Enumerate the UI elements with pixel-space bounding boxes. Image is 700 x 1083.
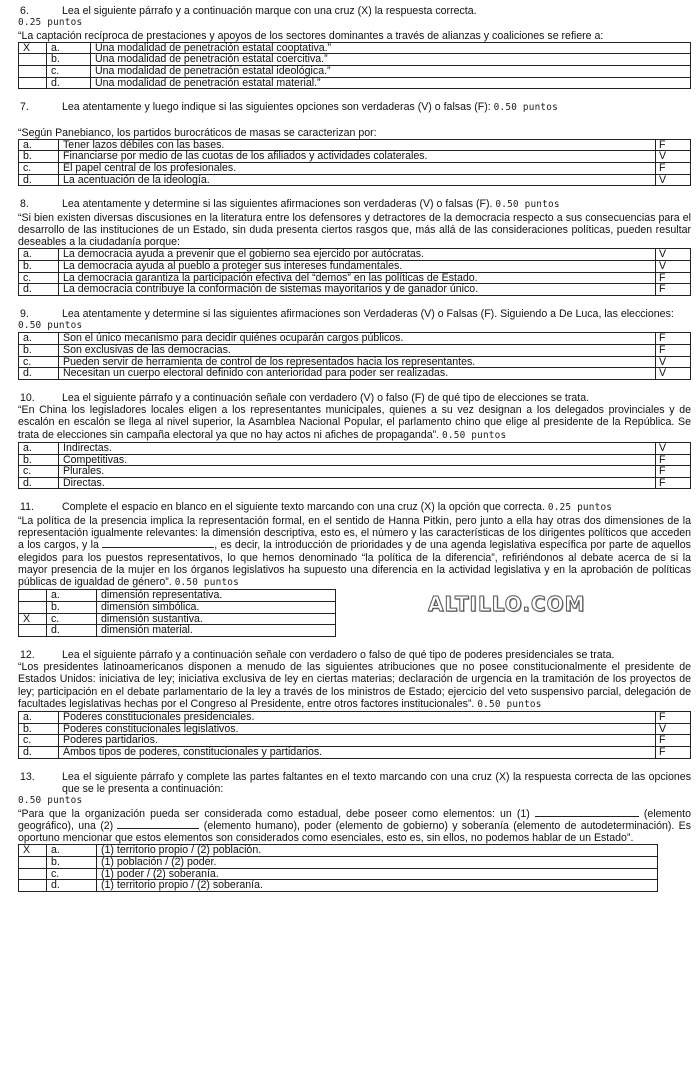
- options-table: [18, 42, 691, 89]
- question-8: [18, 198, 691, 296]
- question-prompt: Lea el siguiente párrafo y a continuación marque con una cruz (X) la respuesta correcta.: [62, 5, 477, 17]
- option-answer[interactable]: V: [656, 723, 691, 735]
- question-quote-end: (elemento humano), poder (elemento de gobierno) y soberanía (elemento de autodeterminación). Es oportuno mencionar que estos elementos son considerados como esenciales, esto es, sin ellos, no podemos hablar de un Estado”.: [18, 819, 692, 845]
- option-letter: c.: [47, 66, 91, 78]
- option-answer[interactable]: F: [656, 466, 691, 478]
- option-row[interactable]: [19, 613, 336, 625]
- question-6: [18, 5, 691, 89]
- option-row: [19, 139, 691, 151]
- question-prompt: Complete el espacio en blanco en el siguiente texto marcando con una cruz (X) la opción que correcta.: [62, 501, 545, 514]
- option-answer[interactable]: V: [656, 356, 691, 368]
- option-answer[interactable]: F: [656, 139, 691, 151]
- option-mark[interactable]: X: [19, 845, 47, 857]
- option-letter: b.: [47, 602, 97, 614]
- option-answer[interactable]: F: [656, 272, 691, 284]
- option-text: Una modalidad de penetración estatal coercitiva.”: [91, 54, 691, 66]
- fill-blank-1[interactable]: [535, 808, 639, 817]
- option-letter: a.: [47, 845, 97, 857]
- option-text: Son el único mecanismo para decidir quiénes ocuparán cargos públicos.: [59, 333, 656, 345]
- fill-blank-2[interactable]: [117, 820, 199, 829]
- option-letter: c.: [19, 356, 59, 368]
- points-label: 0.50 puntos: [477, 698, 542, 710]
- question-quote: “Para que la organización pueda ser considerada como estadual, debe poseer como elementos: un (1): [18, 807, 530, 820]
- points-label: 0.50 puntos: [442, 429, 507, 441]
- option-row: [19, 712, 691, 724]
- option-answer[interactable]: V: [656, 151, 691, 163]
- option-letter: b.: [19, 454, 59, 466]
- option-text: Son exclusivas de las democracias.: [59, 344, 656, 356]
- option-mark[interactable]: [19, 602, 47, 614]
- option-mark[interactable]: [19, 66, 47, 78]
- option-row[interactable]: [19, 868, 658, 880]
- question-quote: “Los presidentes latinoamericanos disponen a menudo de las siguientes atribuciones que no posee constitucionalmente el presidente de Estados Unidos: iniciativa de ley; iniciativa exclusiva de ley en ciertas materias; declaración de urgencia en la tramitación de los proyectos de ley; participación en el debate parlamentario de la ley a través de los ministros de Estado; ejercicio del veto suspensivo parcial, delegación de facultades legislativas hechas por el Congreso al Presidente, entre otros factores institucionales”.: [18, 661, 691, 710]
- question-number: 8.: [20, 198, 29, 211]
- option-letter: d.: [19, 747, 59, 759]
- question-10: [18, 392, 691, 490]
- option-row[interactable]: [19, 66, 691, 78]
- option-letter: a.: [19, 139, 59, 151]
- points-label: 0.25 puntos: [18, 17, 83, 29]
- option-letter: c.: [19, 272, 59, 284]
- option-mark[interactable]: X: [19, 42, 47, 54]
- question-prompt: Lea atentamente y luego indique si las siguientes opciones son verdaderas (V) o falsas (F):: [62, 101, 491, 114]
- option-letter: c.: [19, 735, 59, 747]
- option-answer[interactable]: V: [656, 442, 691, 454]
- option-text: (1) población / (2) poder.: [97, 857, 658, 869]
- question-number: 7.: [20, 101, 29, 114]
- option-text: dimensión representativa.: [97, 590, 336, 602]
- option-row[interactable]: [19, 590, 336, 602]
- points-label: 0.50 puntos: [493, 102, 558, 114]
- question-quote: “En China los legisladores locales eligen a los representantes municipales, quienes a su vez designan a los delegados provinciales y de escalón en escalón se llega al nivel superior, la Asamblea Nacional Popular, el parlamento chino que elige al presidente de la República. Se trata de elecciones sin campaña electoral ya que no hay actos ni afiches de propaganda”.: [18, 404, 691, 441]
- option-mark[interactable]: [19, 625, 47, 637]
- question-11: [18, 501, 691, 636]
- option-answer[interactable]: V: [656, 249, 691, 261]
- question-number: 11.: [20, 501, 34, 514]
- points-label: 0.50 puntos: [174, 577, 239, 589]
- question-number: 13.: [20, 770, 35, 783]
- option-mark[interactable]: [19, 857, 47, 869]
- option-row: [19, 333, 691, 345]
- option-letter: d.: [19, 368, 59, 380]
- option-text: Financiarse por medio de las cuotas de los afiliados y actividades colaterales.: [59, 151, 656, 163]
- option-letter: b.: [19, 344, 59, 356]
- question-prompt: Lea atentamente y determine si las siguientes afirmaciones son verdaderas (V) o falsas (F).: [62, 198, 493, 211]
- option-text: Una modalidad de penetración estatal cooptativa.”: [91, 42, 691, 54]
- question-quote: “La captación recíproca de prestaciones y apoyos de los sectores dominantes a través de alianzas y coaliciones se refiere a:: [18, 29, 604, 42]
- option-text: Plurales.: [59, 466, 656, 478]
- option-letter: d.: [47, 880, 97, 892]
- option-row: [19, 272, 691, 284]
- options-table: [18, 248, 691, 295]
- option-text: (1) territorio propio / (2) población.: [97, 845, 658, 857]
- option-row: [19, 723, 691, 735]
- option-text: dimensión simbólica.: [97, 602, 336, 614]
- option-answer[interactable]: F: [656, 284, 691, 296]
- option-letter: b.: [19, 151, 59, 163]
- option-text: Poderes constitucionales presidenciales.: [59, 712, 656, 724]
- option-answer[interactable]: V: [656, 261, 691, 273]
- option-answer[interactable]: F: [656, 163, 691, 175]
- question-quote: “Si bien existen diversas discusiones en la literatura entre los defensores y detractores de la democracia respecto a sus consecuencias para el desarrollo de las instituciones de un Estado, sin duda presenta ciertos rasgos que, más allá de las consideraciones políticas, pueden resultar deseables a la ciudadanía porque:: [18, 211, 691, 249]
- option-text: Competitivas.: [59, 454, 656, 466]
- option-letter: d.: [19, 174, 59, 186]
- option-text: Una modalidad de penetración estatal material.”: [91, 77, 691, 89]
- option-text: La democracia garantiza la participación efectiva del “demos” en las políticas de Estado.: [59, 272, 656, 284]
- option-letter: b.: [19, 261, 59, 273]
- question-number: 9.: [20, 307, 29, 320]
- option-row: [19, 174, 691, 186]
- option-row: [19, 284, 691, 296]
- option-row: [19, 442, 691, 454]
- question-9: [18, 308, 691, 380]
- watermark-logo: ALTILLO.COM: [428, 592, 586, 617]
- option-letter: c.: [47, 613, 97, 625]
- option-text: dimensión sustantiva.: [97, 613, 336, 625]
- option-letter: a.: [19, 249, 59, 261]
- points-label: 0.50 puntos: [18, 320, 83, 332]
- option-letter: a.: [19, 442, 59, 454]
- option-mark[interactable]: [19, 77, 47, 89]
- question-quote-cont: (elemento geográfico), una (2): [18, 807, 692, 832]
- question-quote: “Según Panebianco, los partidos burocráticos de masas se caracterizan por:: [18, 126, 377, 139]
- option-row: [19, 344, 691, 356]
- option-text: Indirectas.: [59, 442, 656, 454]
- question-prompt: Lea el siguiente párrafo y a continuación señale con verdadero o falso de qué tipo de poderes presidenciales se trata.: [62, 648, 615, 661]
- options-table: [18, 332, 691, 379]
- option-answer[interactable]: F: [656, 747, 691, 759]
- option-answer[interactable]: V: [656, 368, 691, 380]
- option-row: [19, 151, 691, 163]
- question-number: 6.: [20, 5, 29, 17]
- points-label: 0.25 puntos: [547, 502, 613, 514]
- option-mark[interactable]: X: [19, 613, 47, 625]
- question-quote-cont: , es decir, la introducción de prioridades y de una agenda legislativa específica por parte de aquellos elegidos para los puestos representativos, lo que hemos denominado “la política de la diferencia”, refiriéndonos al debate acerca de si la mayor presencia de la mujer en los órganos legislativos ha supuesto una diferencia en la actividad legislativa y en la aprobación de políticas públicas de igualdad de género”.: [18, 539, 691, 589]
- points-label: 0.50 puntos: [18, 795, 83, 807]
- option-answer[interactable]: F: [656, 477, 691, 489]
- option-letter: a.: [47, 42, 91, 54]
- option-mark[interactable]: [19, 868, 47, 880]
- option-text: (1) poder / (2) soberanía.: [97, 868, 658, 880]
- question-prompt: Lea el siguiente párrafo y a continuación señale con verdadero (V) o falso (F) de qué tipo de elecciones se trata.: [62, 391, 590, 404]
- option-text: La democracia contribuye la conformación de sistemas mayoritarios y de ganador único.: [59, 284, 656, 296]
- option-letter: c.: [47, 868, 97, 880]
- option-row: [19, 477, 691, 489]
- option-row[interactable]: [19, 42, 691, 54]
- options-table: [18, 139, 691, 186]
- option-row: [19, 466, 691, 478]
- question-7: [18, 101, 691, 186]
- option-row[interactable]: [19, 845, 658, 857]
- option-letter: c.: [19, 466, 59, 478]
- option-row: [19, 735, 691, 747]
- option-text: El papel central de los profesionales.: [59, 163, 656, 175]
- options-table: [18, 711, 691, 758]
- option-text: Una modalidad de penetración estatal ideológica.”: [91, 66, 691, 78]
- options-table: [18, 844, 658, 891]
- option-letter: d.: [47, 625, 97, 637]
- option-text: Necesitan un cuerpo electoral definido con anterioridad para poder ser realizadas.: [59, 368, 656, 380]
- option-answer[interactable]: F: [656, 454, 691, 466]
- option-letter: c.: [19, 163, 59, 175]
- option-row: [19, 368, 691, 380]
- question-prompt: Lea atentamente y determine si las siguientes afirmaciones son Verdaderas (V) o Falsas (F). Siguiendo a De Luca, las elecciones:: [62, 307, 674, 320]
- option-text: Tener lazos débiles con las bases.: [59, 139, 656, 151]
- option-mark[interactable]: [19, 880, 47, 892]
- option-letter: a.: [47, 590, 97, 602]
- question-number: 10.: [20, 391, 35, 404]
- points-label: 0.50 puntos: [495, 199, 560, 211]
- option-text: Directas.: [59, 477, 656, 489]
- option-text: Ambos tipos de poderes, constitucionales y partidarios.: [59, 747, 656, 759]
- options-table: [18, 442, 691, 489]
- option-letter: a.: [19, 712, 59, 724]
- option-text: La democracia ayuda al pueblo a proteger sus intereses fundamentales.: [59, 261, 656, 273]
- option-letter: b.: [47, 54, 91, 66]
- option-row: [19, 249, 691, 261]
- option-answer[interactable]: F: [656, 712, 691, 724]
- option-answer[interactable]: V: [656, 174, 691, 186]
- option-letter: d.: [47, 77, 91, 89]
- question-13: [18, 771, 691, 892]
- option-row: [19, 747, 691, 759]
- options-table: [18, 589, 336, 636]
- option-row: [19, 356, 691, 368]
- question-quote: “La política de la presencia implica la representación formal, en el sentido de Hanna Pitkin, pero junto a ella hay otras dos dimensiones de la representación igualmente relevantes: la dimensión descriptiva, esto es, el número y las características de los dirigentes políticos que acceden a los cargos, y la: [18, 514, 691, 552]
- option-text: (1) territorio propio / (2) soberanía.: [97, 880, 658, 892]
- option-letter: d.: [19, 477, 59, 489]
- option-mark[interactable]: [19, 590, 47, 602]
- option-row[interactable]: [19, 54, 691, 66]
- option-letter: b.: [19, 723, 59, 735]
- question-number: 12.: [20, 648, 35, 661]
- option-row: [19, 454, 691, 466]
- question-prompt: Lea el siguiente párrafo y complete las partes faltantes en el texto marcando con una cruz (X) la respuesta correcta de las opciones que se le presenta a continuación:: [62, 770, 691, 795]
- option-row: [19, 163, 691, 175]
- option-row[interactable]: [19, 857, 658, 869]
- option-text: Poderes partidarios.: [59, 735, 656, 747]
- option-letter: a.: [19, 333, 59, 345]
- question-12: [18, 649, 691, 759]
- option-letter: d.: [19, 284, 59, 296]
- option-text: Poderes constitucionales legislativos.: [59, 723, 656, 735]
- option-answer[interactable]: F: [656, 735, 691, 747]
- fill-blank[interactable]: [102, 539, 214, 548]
- option-row: [19, 261, 691, 273]
- option-text: Pueden servir de herramienta de control de los representados hacia los representantes.: [59, 356, 656, 368]
- option-row[interactable]: [19, 625, 336, 637]
- option-answer[interactable]: F: [656, 333, 691, 345]
- option-text: La acentuación de la ideología.: [59, 174, 656, 186]
- option-text: dimensión material.: [97, 625, 336, 637]
- option-letter: b.: [47, 857, 97, 869]
- option-text: La democracia ayuda a prevenir que el gobierno sea ejercido por autócratas.: [59, 249, 656, 261]
- option-row[interactable]: [19, 880, 658, 892]
- option-row[interactable]: [19, 602, 336, 614]
- option-answer[interactable]: F: [656, 344, 691, 356]
- option-mark[interactable]: [19, 54, 47, 66]
- option-row[interactable]: [19, 77, 691, 89]
